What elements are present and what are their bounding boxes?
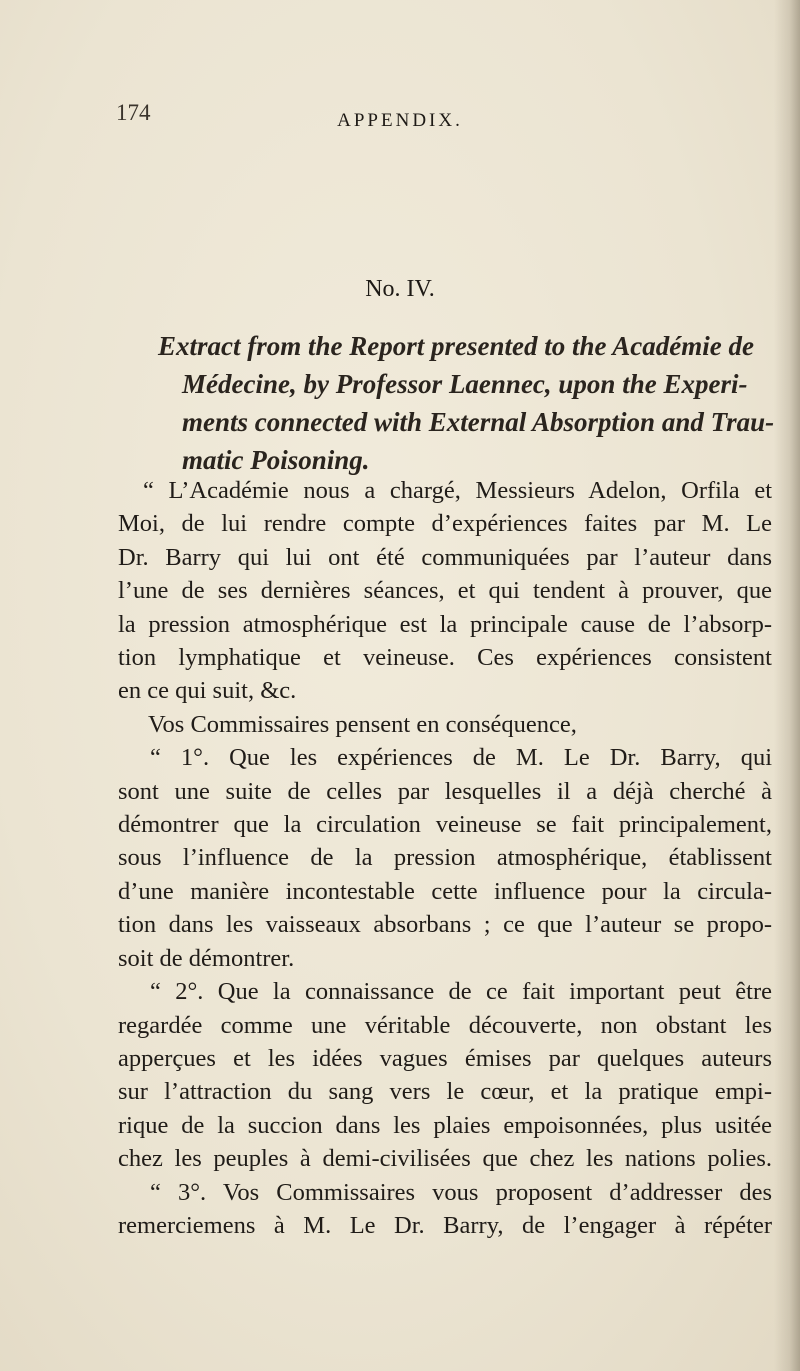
body-line: sous l’influence de la pression atmosphérique, établissent [118,844,772,872]
title-line: Extract from the Report presented to the Académie de [158,331,754,361]
body-line: “ L’Académie nous a chargé, Messieurs Adelon, Orfila et [143,477,772,504]
body-line: d’une manière incontestable cette influence pour la circula- [118,877,772,905]
body-line: Vos Commissaires pensent en conséquence, [148,710,577,738]
body-line: l’une de ses dernières séances, et qui tendent à prouver, que [118,577,772,605]
body-line: rique de la succion dans les plaies empoisonnées, plus usitée [118,1111,772,1139]
body-line: démontrer que la circulation veineuse se fait principalement, [118,811,772,839]
body-line: “ 2°. Que la connaissance de ce fait important peut être [150,978,772,1006]
body-line: Moi, de lui rendre compte d’expériences faites par M. Le [118,510,772,538]
body-line: remerciemens à M. Le Dr. Barry, de l’engager à répéter [118,1211,772,1239]
page-edge-shadow [774,0,800,1371]
body-line: soit de démontrer. [118,944,295,972]
body-line: tion lymphatique et veineuse. Ces expériences consistent [118,644,772,672]
body-line: la pression atmosphérique est la principale cause de l’absorp- [118,610,772,638]
title-line: matic Poisoning. [182,445,370,475]
body-line: “ 1°. Que les expériences de M. Le Dr. Barry, qui [150,744,772,772]
body-line: tion dans les vaisseaux absorbans ; ce que l’auteur se propo- [118,911,772,939]
body-line: “ 3°. Vos Commissaires vous proposent d’addresser des [150,1178,772,1206]
running-head: APPENDIX. [337,110,463,131]
body-line: sur l’attraction du sang vers le cœur, et la pratique empi- [118,1078,772,1106]
extract-title [158,327,775,479]
body-line: chez les peuples à demi-civilisées que chez les nations polies. [118,1145,772,1173]
body-line: Dr. Barry qui lui ont été communiquées par l’auteur dans [118,543,772,571]
body-text [118,474,772,1242]
title-line: ments connected with External Absorption and Trau- [182,407,775,437]
body-line: regardée comme une véritable découverte, non obstant les [118,1011,772,1039]
body-line: sont une suite de celles par lesquelles il a déjà cherché à [118,777,772,805]
body-line: apperçues et les idées vagues émises par quelques auteurs [118,1044,772,1072]
body-line: en ce qui suit, &c. [118,677,297,705]
page-number: 174 [116,100,151,125]
title-line: Médecine, by Professor Laennec, upon the Experi- [182,369,748,399]
section-heading: No. IV. [365,276,435,302]
